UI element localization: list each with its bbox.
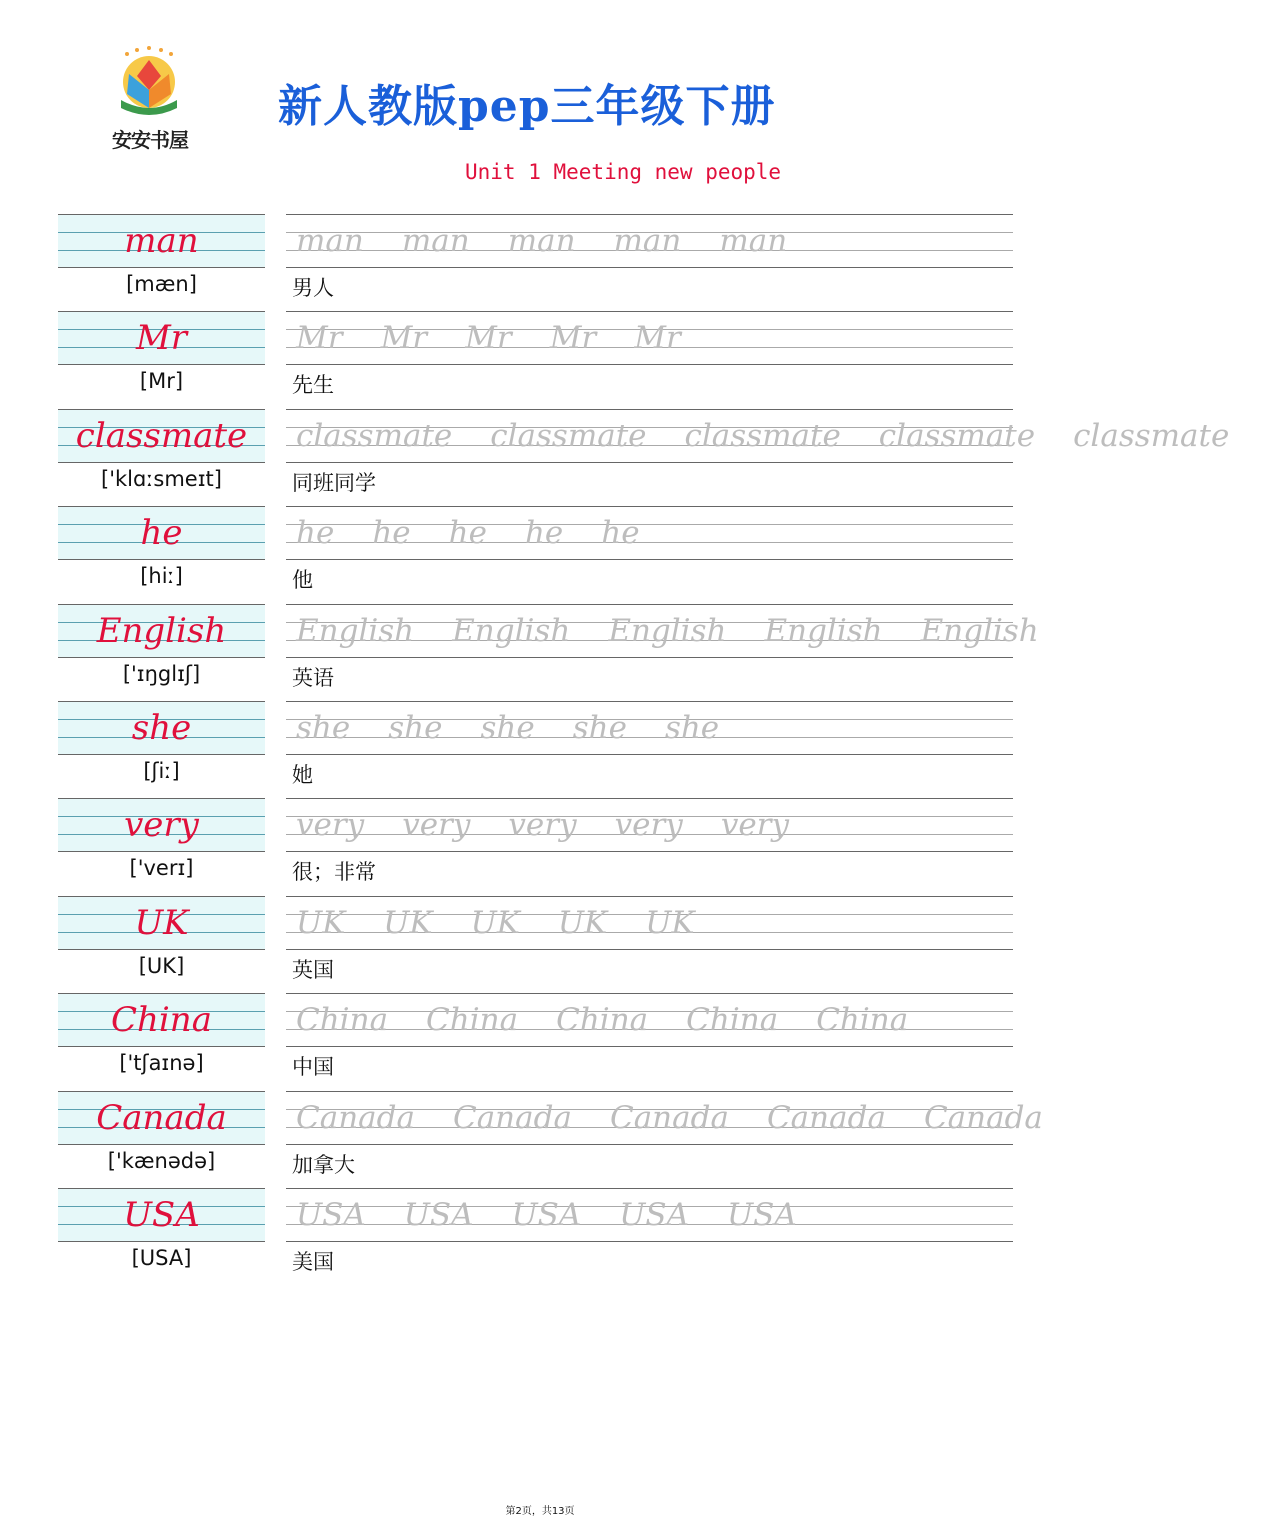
trace-word: man <box>613 223 682 259</box>
trace-word: China <box>816 1002 909 1039</box>
phonetic: ['verɪ] <box>129 856 194 881</box>
trace-word: classmate <box>490 417 647 454</box>
phonetic: [ʃiː] <box>143 758 180 783</box>
phonetic: ['tʃaɪnə] <box>119 1051 204 1076</box>
meaning: 英国 <box>292 957 334 982</box>
trace-word: man <box>296 223 364 259</box>
trace-word: USA <box>619 1196 689 1233</box>
vocab-entry <box>0 798 1080 895</box>
trace-word: classmate <box>878 417 1036 454</box>
trace-word: she <box>664 709 720 746</box>
trace-word: USA <box>403 1196 474 1233</box>
meaning: 他 <box>292 568 313 593</box>
vocab-word: very <box>124 805 199 846</box>
vocab-word: Mr <box>135 318 188 359</box>
vocab-word: USA <box>123 1194 200 1235</box>
meaning: 英语 <box>292 665 334 690</box>
vocab-entry <box>0 506 1080 603</box>
trace-word: classmate <box>684 417 841 454</box>
trace-word: man <box>507 223 576 259</box>
meaning: 很；非常 <box>292 860 376 885</box>
vocab-entry <box>0 701 1080 798</box>
phonetic: [UK] <box>138 953 185 978</box>
trace-word: UK <box>383 904 433 941</box>
trace-word: Canada <box>609 1099 729 1136</box>
trace-word: Mr <box>465 320 512 357</box>
vocab-word: China <box>111 1000 212 1041</box>
trace-word: very <box>508 807 577 844</box>
trace-word: she <box>388 709 443 746</box>
trace-word: USA <box>296 1196 366 1233</box>
vocab-entry <box>0 311 1080 408</box>
page-footer: 第2页，共13页 <box>505 1506 575 1517</box>
trace-word: Mr <box>549 320 597 357</box>
trace-word: he <box>448 515 487 552</box>
trace-word: English <box>608 612 727 649</box>
trace-word: English <box>296 612 415 649</box>
trace-word: China <box>296 1002 389 1039</box>
unit-subtitle: Unit 1 Meeting new people <box>465 160 782 184</box>
vocab-entry <box>0 1188 1080 1285</box>
phonetic: [mæn] <box>126 272 197 296</box>
trace-word: UK <box>296 904 346 941</box>
trace-word: Canada <box>923 1099 1043 1136</box>
vocab-word: man <box>124 221 199 261</box>
trace-word: he <box>372 515 411 552</box>
meaning: 同班同学 <box>292 470 376 495</box>
trace-word: China <box>426 1002 519 1039</box>
meaning: 她 <box>292 762 313 787</box>
trace-word: she <box>480 709 535 746</box>
vocab-word: UK <box>134 902 189 943</box>
logo-text: 安安书屋 <box>112 128 188 152</box>
vocab-word: Canada <box>96 1097 227 1138</box>
meaning: 男人 <box>292 276 334 300</box>
trace-word: USA <box>511 1196 582 1233</box>
trace-word: UK <box>557 904 608 941</box>
trace-word: Canada <box>766 1099 886 1136</box>
vocab-entry <box>0 993 1080 1090</box>
practice-row <box>296 898 996 952</box>
phonetic: ['klɑːsmeɪt] <box>101 466 222 491</box>
practice-row <box>296 216 996 270</box>
phonetic: [USA] <box>131 1245 192 1270</box>
trace-word: very <box>402 807 471 844</box>
vocab-entry <box>0 896 1080 993</box>
trace-word: Mr <box>296 320 343 357</box>
vocab-entry <box>0 214 1080 311</box>
logo <box>100 46 210 150</box>
meaning: 先生 <box>292 373 334 398</box>
book-logo-icon <box>115 46 185 118</box>
vocab-word: classmate <box>75 415 248 456</box>
meaning: 美国 <box>292 1249 334 1274</box>
practice-row <box>296 800 996 854</box>
practice-row <box>296 508 996 562</box>
phonetic: [Mr] <box>139 369 184 394</box>
trace-word: classmate <box>296 417 453 454</box>
trace-word: English <box>920 612 1039 649</box>
practice-row <box>296 411 1230 465</box>
vocab-word: she <box>131 707 192 748</box>
trace-word: UK <box>470 904 520 941</box>
practice-row <box>296 703 996 757</box>
trace-word: he <box>296 515 335 552</box>
trace-word: classmate <box>1073 417 1230 454</box>
vocab-word: English <box>96 610 227 651</box>
phonetic: ['ɪŋglɪʃ] <box>122 661 201 686</box>
practice-row <box>296 606 1039 660</box>
practice-row <box>296 1190 996 1244</box>
phonetic: [hiː] <box>140 564 183 589</box>
trace-word: she <box>572 709 627 746</box>
trace-word: Canada <box>296 1099 415 1136</box>
trace-word: Mr <box>380 320 428 357</box>
meaning: 加拿大 <box>292 1152 355 1177</box>
trace-word: he <box>601 515 640 552</box>
trace-word: very <box>296 807 365 844</box>
trace-word: Mr <box>634 320 681 357</box>
vocab-word: he <box>140 513 183 554</box>
trace-word: UK <box>645 904 695 941</box>
trace-word: English <box>452 612 571 649</box>
trace-word: China <box>686 1002 779 1039</box>
trace-word: China <box>556 1002 649 1039</box>
trace-word: man <box>719 223 788 259</box>
trace-word: USA <box>727 1196 797 1233</box>
meaning: 中国 <box>292 1055 334 1080</box>
vocab-entry <box>0 409 1230 506</box>
phonetic: ['kænədə] <box>107 1148 216 1173</box>
trace-word: he <box>524 515 564 552</box>
trace-word: very <box>720 807 790 844</box>
vocab-entry <box>0 604 1080 701</box>
vocab-entry <box>0 1091 1080 1188</box>
practice-row <box>296 995 996 1049</box>
trace-word: man <box>401 223 470 259</box>
trace-word: very <box>614 807 683 844</box>
practice-row <box>296 1093 1043 1147</box>
page-title: 新人教版pep三年级下册 <box>278 81 776 132</box>
trace-word: she <box>296 709 351 746</box>
vocabulary-list <box>0 214 1230 1285</box>
practice-row <box>296 313 996 367</box>
trace-word: English <box>764 612 883 649</box>
trace-word: Canada <box>452 1099 572 1136</box>
